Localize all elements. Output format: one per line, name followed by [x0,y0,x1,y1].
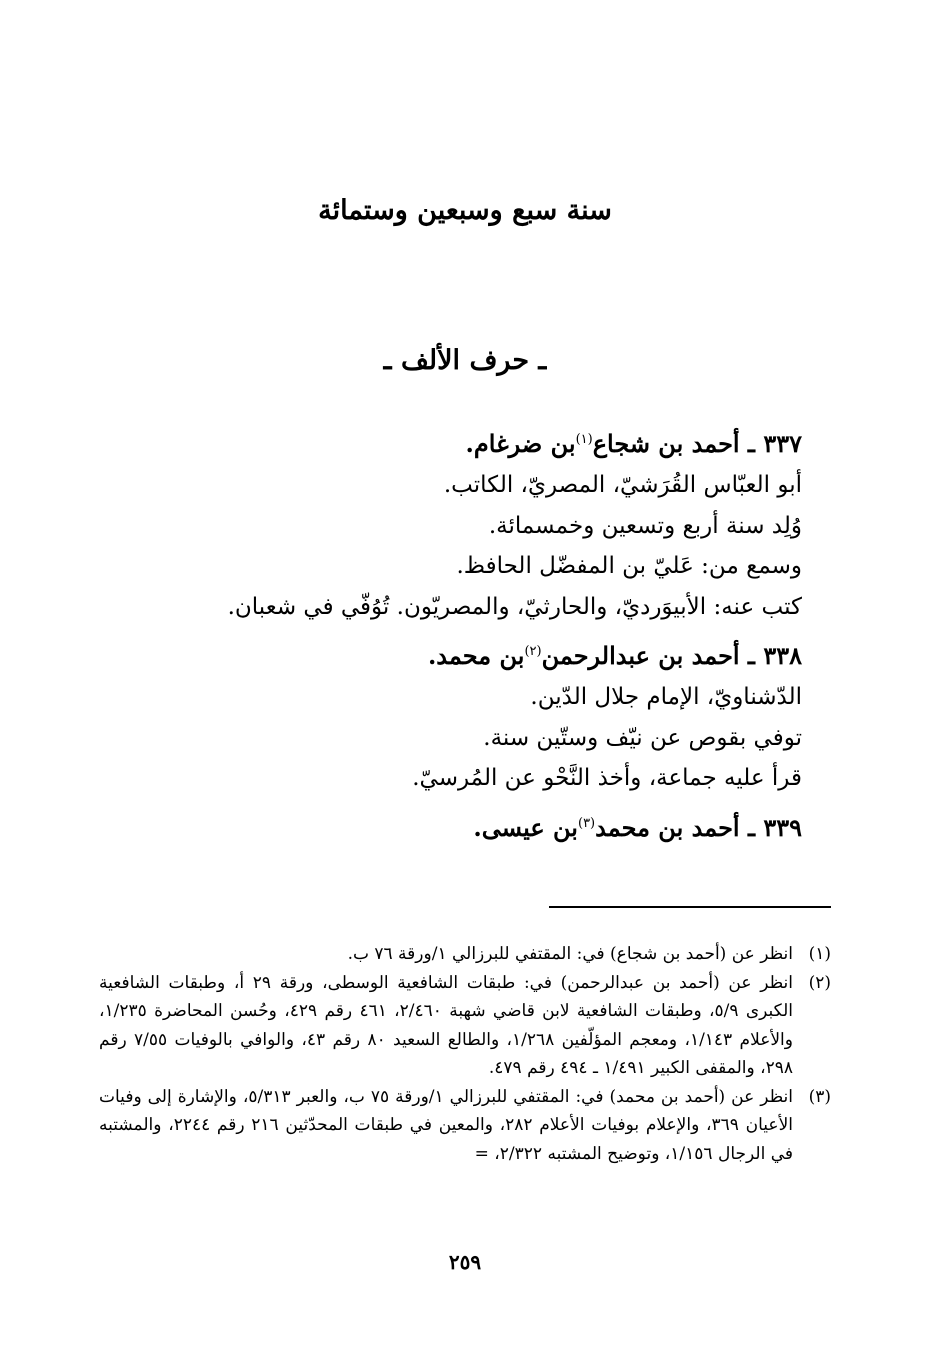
entry-heading: ٣٣٩ ـ أحمد بن محمد$^{(٣)}$بن عيسى. [473,812,802,842]
footnote-separator [549,906,831,908]
year-title: سنة سبع وسبعين وستمائة [318,195,612,226]
biography-entries [102,429,802,858]
page-number: ٢٥٩ [448,1250,482,1274]
entry-line: وُلِد سنة أربع وتسعين وخمسمائة. [488,512,802,539]
footnote-number: (١) [808,944,831,964]
footnote-text: انظر عن (أحمد بن عبدالرحمن) في: طبقات الشافعية الوسطى، ورقة ٢٩ أ، وطبقات الشافعية الكبرى ٥/٩، وطبقات الشافعية لابن قاضي شهبة ٢/٤٦٠، ٤٦١ رقم ٤٢٩، وحُسن المحاضرة ١/٢٣٥، والأعلام ١/١٤٣، ومعجم المؤلّفين ١/٢٦٨، والطالع السعيد ٨٠ رقم ٤٣، والوافي بالوفيات ٧/٥٥ رقم ٢٩٨، والمقفى الكبير ١/٤٩١ ـ ٤٩٤ رقم ٤٧٩. [99,972,793,1078]
entry-heading: ٣٣٨ ـ أحمد بن عبدالرحمن$^{(٢)}$بن محمد. [427,641,802,670]
footnote [99,940,831,969]
footnote [99,1083,831,1169]
entry-line: كتب عنه: الأبيوَرديّ، والحارثيّ، والمصريّون. تُوُفّي في شعبان. [227,593,802,620]
entry-line: الدّشناويّ، الإمام جلال الدّين. [530,684,802,710]
footnote-marker: (١) [575,432,593,447]
entry-line: وسمع من: عَليّ بن المفضّل الحافظ. [456,553,802,579]
footnote-number: (٢) [808,972,831,993]
entry-line: توفي بقوص عن نيّف وستّين سنة. [483,724,802,751]
footnote-number: (٣) [808,1086,831,1107]
entry-line: أبو العبّاس القُرَشيّ، المصريّ، الكاتب. [443,472,802,498]
footnote [99,969,831,1083]
entry-heading: ٣٣٧ ـ أحمد بن شجاع$^{(١)}$بن ضرغام. [465,429,802,458]
footnote-text: انظر عن (أحمد بن محمد) في: المقتفي للبرزالي ١/ورقة ٧٥ ب، والعبر ٥/٣١٣، والإشارة إلى وفيات الأعيان ٣٦٩، والإعلام بوفيات الأعلام ٢٨٢، والمعين في طبقات المحدّثين ٢١٦ رقم ٢٢٤٤، والمشتبه في الرجال ١/١٥٦، وتوضيح المشتبه ٢/٣٢٢، = [99,1086,794,1164]
footnote-marker: (٢) [524,644,542,659]
footnotes [99,940,831,1168]
entry-line: قرأ عليه جماعة، وأخذ النَّحْو عن المُرسيّ. [412,765,802,791]
footnote-marker: (٣) [577,815,596,831]
footnote-text: انظر عن (أحمد بن شجاع) في: المقتفي للبرزالي ١/ورقة ٧٦ ب. [347,944,793,964]
section-title: ـ حرف الألف ـ [383,345,547,376]
